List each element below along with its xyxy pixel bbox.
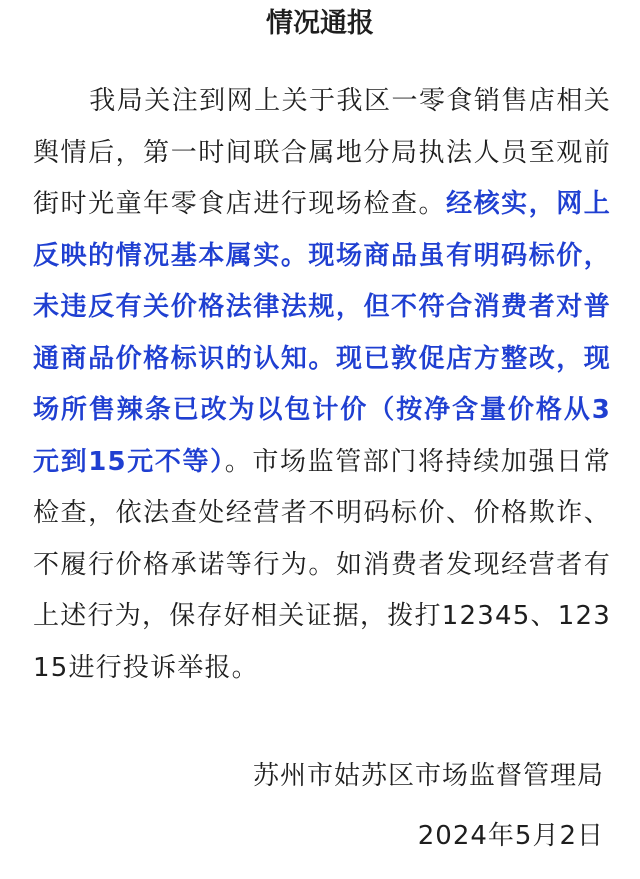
document-title: 情况通报 [266,8,374,39]
signature-organization: 苏州市姑苏区市场监督管理局 [252,761,604,791]
paragraph-text-highlight: 经核实，网上反映的情况基本属实。现场商品虽有明码标价，未违反有关价格法律法规，但不符合消费者对普通商品价格标识的认知。现已敦促店方整改，现场所售辣条已改为以包计价（按净含量价格从3元到15元不等） [33,189,611,477]
signature-date: 2024年5月2日 [417,821,604,851]
notice-paragraph [33,76,611,694]
paragraph-text-intro: 我局关注到网上关于我区一零食销售店相关舆情后，第一时间联合属地分局执法人员至观前街时光童年零食店进行现场检查。 [33,86,611,219]
paragraph-text-conclusion: 。市场监管部门将持续加强日常检查，依法查处经营者不明码标价、价格欺诈、不履行价格承诺等行为。如消费者发现经营者有上述行为，保存好相关证据，拨打12345、12315进行投诉举报。 [33,446,611,683]
